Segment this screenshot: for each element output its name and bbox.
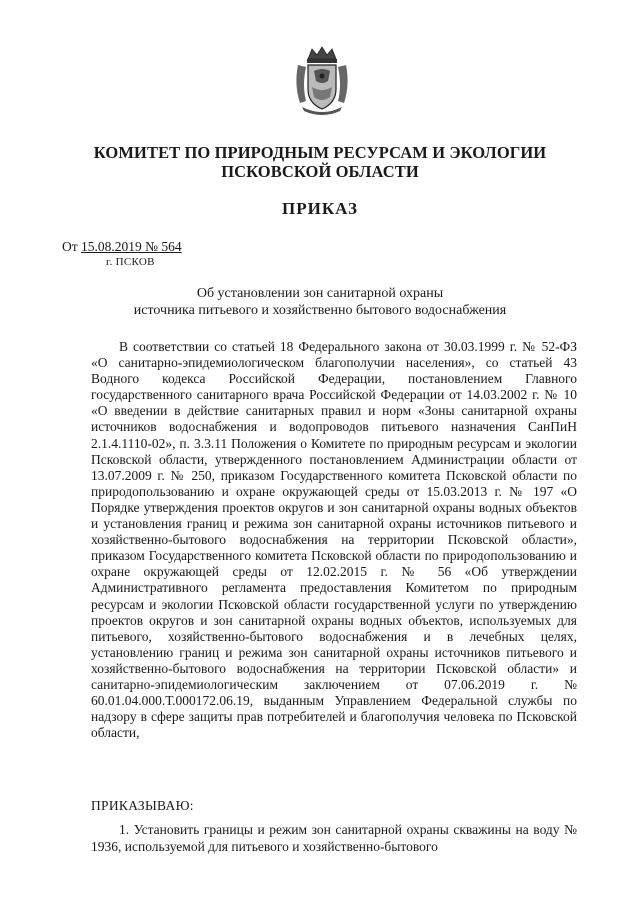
pskov-coat-of-arms-icon [290,45,354,117]
order-word: ПРИКАЗЫВАЮ: [91,798,194,813]
subject-line1: Об установлении зон санитарной охраны [196,286,444,301]
date-number-value: 15.08.2019 № 564 [81,239,182,254]
document-date-number [62,239,182,255]
document-type-title: ПРИКАЗ [282,199,358,218]
document-subject [80,285,560,319]
document-city: г. ПСКОВ [106,256,155,268]
order-item-1: 1. Установить границы и режим зон санитарной охраны скважины на воду № 1936, используемой для питьевого и хозяйственно-бытового [91,822,577,854]
subject-line2: источника питьевого и хозяйственно бытового водоснабжения [133,303,507,318]
organization-name [60,143,580,181]
organization-name-line1: КОМИТЕТ ПО ПРИРОДНЫМ РЕСУРСАМ И ЭКОЛОГИИ [93,143,547,162]
preamble-paragraph: В соответствии со статьей 18 Федерального закона от 30.03.1999 г. № 52-ФЗ «О санитарно-эпидемиологическом благополучии населения», со статьей 43 Водного кодекса Российской Федерации, постановлением Главного государственного санитарного врача Российской Федерации от 14.03.2002 г. № 10 «О введении в действие санитарных правил и норм «Зоны санитарной охраны источников водоснабжения и водопроводов питьевого назначения СанПиН 2.1.4.1110-02», п. 3.3.11 Положения о Комитете по природным ресурсам и экологии Псковской области, утвержденного постановлением Администрации области от 13.07.2009 г. № 250, приказом Государственного комитета Псковской области по природопользованию и охране окружающей среды от 15.03.2013 г. № 197 «О Порядке утверждения проектов округов и зон санитарной охраны водных объектов и установления границ и режима зон санитарной охраны источников питьевого и хозяйственно-бытового водоснабжения на территории Псковской области», приказом Государственного комитета Псковской области по природопользованию и охране окружающей среды от 12.02.2015 г. № 56 «Об утверждении Административного регламента предоставления Комитетом по природным ресурсам и экологии Псковской области государственной услуги по утверждению проектов округов и зон санитарной охраны водных объектов, используемых для питьевого, хозяйственно-бытового водоснабжения и в лечебных целях, установлению границ и режима зон санитарной охраны источников питьевого и хозяйственно-бытового водоснабжения на территории Псковской области» и санитарно-эпидемиологическим заключением от 07.06.2019 г. № 60.01.04.000.Т.000172.06.19, выданным Управлением Федеральной службы по надзору в сфере защиты прав потребителей и благополучия человека по Псковской области, [91,339,577,741]
date-prefix: От [62,239,78,254]
organization-name-line2: ПСКОВСКОЙ ОБЛАСТИ [221,162,419,181]
